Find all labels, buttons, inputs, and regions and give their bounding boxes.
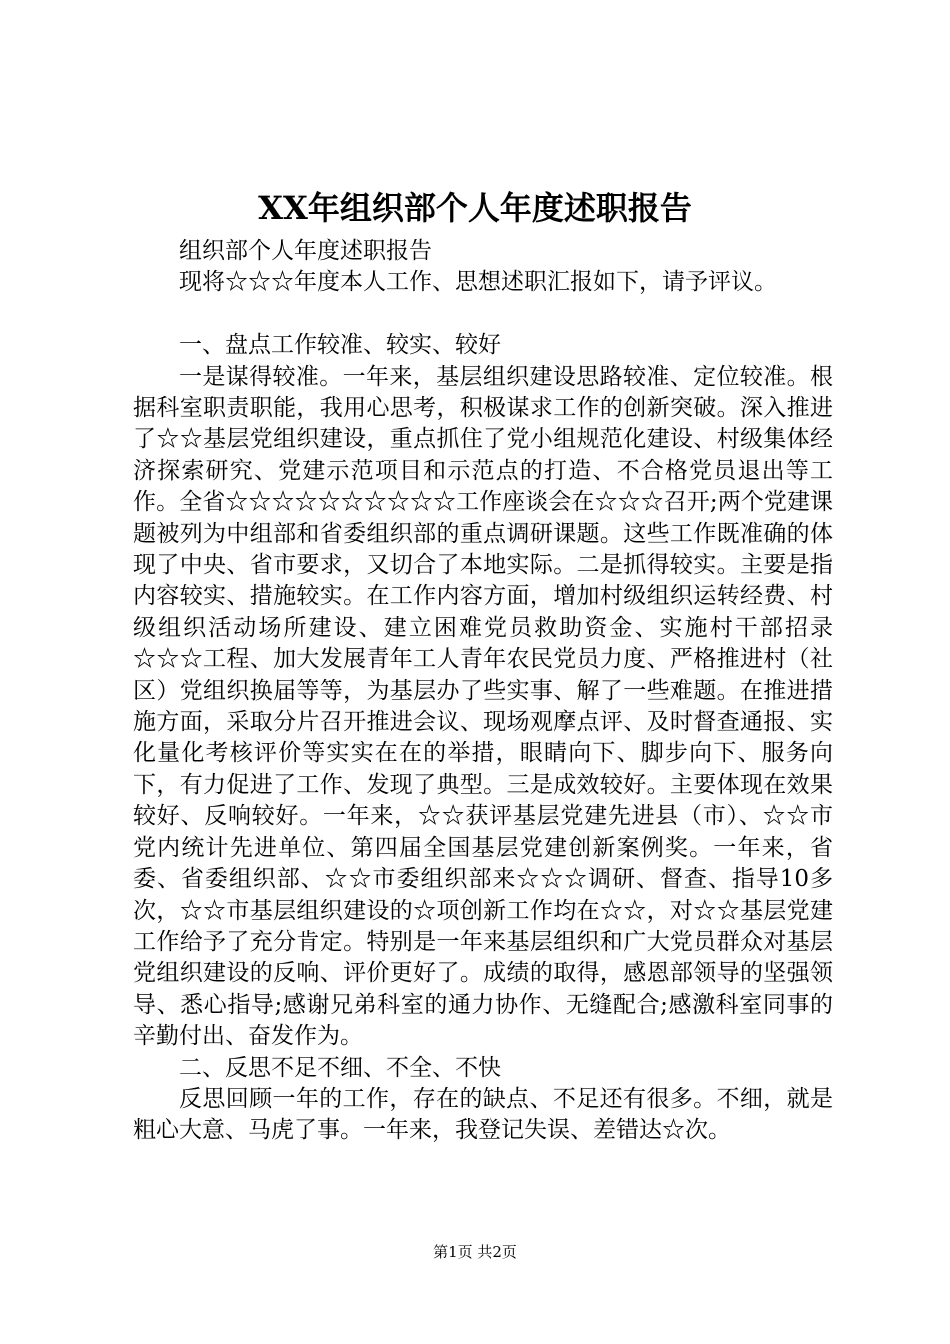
paragraph-intro: 现将☆☆☆年度本人工作、思想述职汇报如下，请予评议。	[179, 269, 777, 296]
document-title: XX年组织部个人年度述职报告	[258, 189, 692, 227]
document-body	[133, 236, 833, 1147]
paragraph-section-2-body: 反思回顾一年的工作，存在的缺点、不足还有很多。不细，就是粗心大意、马虎了事。一年来，我登记失误、差错达☆次。	[133, 1085, 833, 1144]
section-heading-1: 一、盘点工作较准、较实、较好	[179, 332, 501, 359]
section-heading-2: 二、反思不足不细、不全、不快	[179, 1054, 501, 1081]
paragraph-section-1-body: 一是谋得较准。一年来，基层组织建设思路较准、定位较准。根据科室职责职能，我用心思考，积极谋求工作的创新突破。深入推进了☆☆基层党组织建设，重点抓住了党小组规范化建设、村级集体经济探索研究、党建示范项目和示范点的打造、不合格党员退出等工作。全省☆☆☆☆☆☆☆☆☆☆工作座谈会在☆☆☆召开;两个党建课题被列为中组部和省委组织部的重点调研课题。这些工作既准确的体现了中央、省市要求，又切合了本地实际。二是抓得较实。主要是指内容较实、措施较实。在工作内容方面，增加村级组织运转经费、村级组织活动场所建设、建立困难党员救助资金、实施村干部招录☆☆☆工程、加大发展青年工人青年农民党员力度、严格推进村（社区）党组织换届等等，为基层办了些实事、解了一些难题。在推进措施方面，采取分片召开推进会议、现场观摩点评、及时督查通报、实化量化考核评价等实实在在的举措，眼睛向下、脚步向下、服务向下，有力促进了工作、发现了典型。三是成效较好。主要体现在效果较好、反响较好。一年来，☆☆获评基层党建先进县（市）、☆☆市党内统计先进单位、第四届全国基层党建创新案例奖。一年来，省委、省委组织部、☆☆市委组织部来☆☆☆调研、督查、指导10多次，☆☆市基层组织建设的☆项创新工作均在☆☆，对☆☆基层党建工作给予了充分肯定。特别是一年来基层组织和广大党员群众对基层党组织建设的反响、评价更好了。成绩的取得，感恩部领导的坚强领导、悉心指导;感谢兄弟科室的通力协作、无缝配合;感激科室同事的辛勤付出、奋发作为。	[133, 363, 833, 1050]
page-footer: 第1页 共2页	[433, 1243, 517, 1261]
paragraph-subtitle: 组织部个人年度述职报告	[179, 238, 432, 264]
